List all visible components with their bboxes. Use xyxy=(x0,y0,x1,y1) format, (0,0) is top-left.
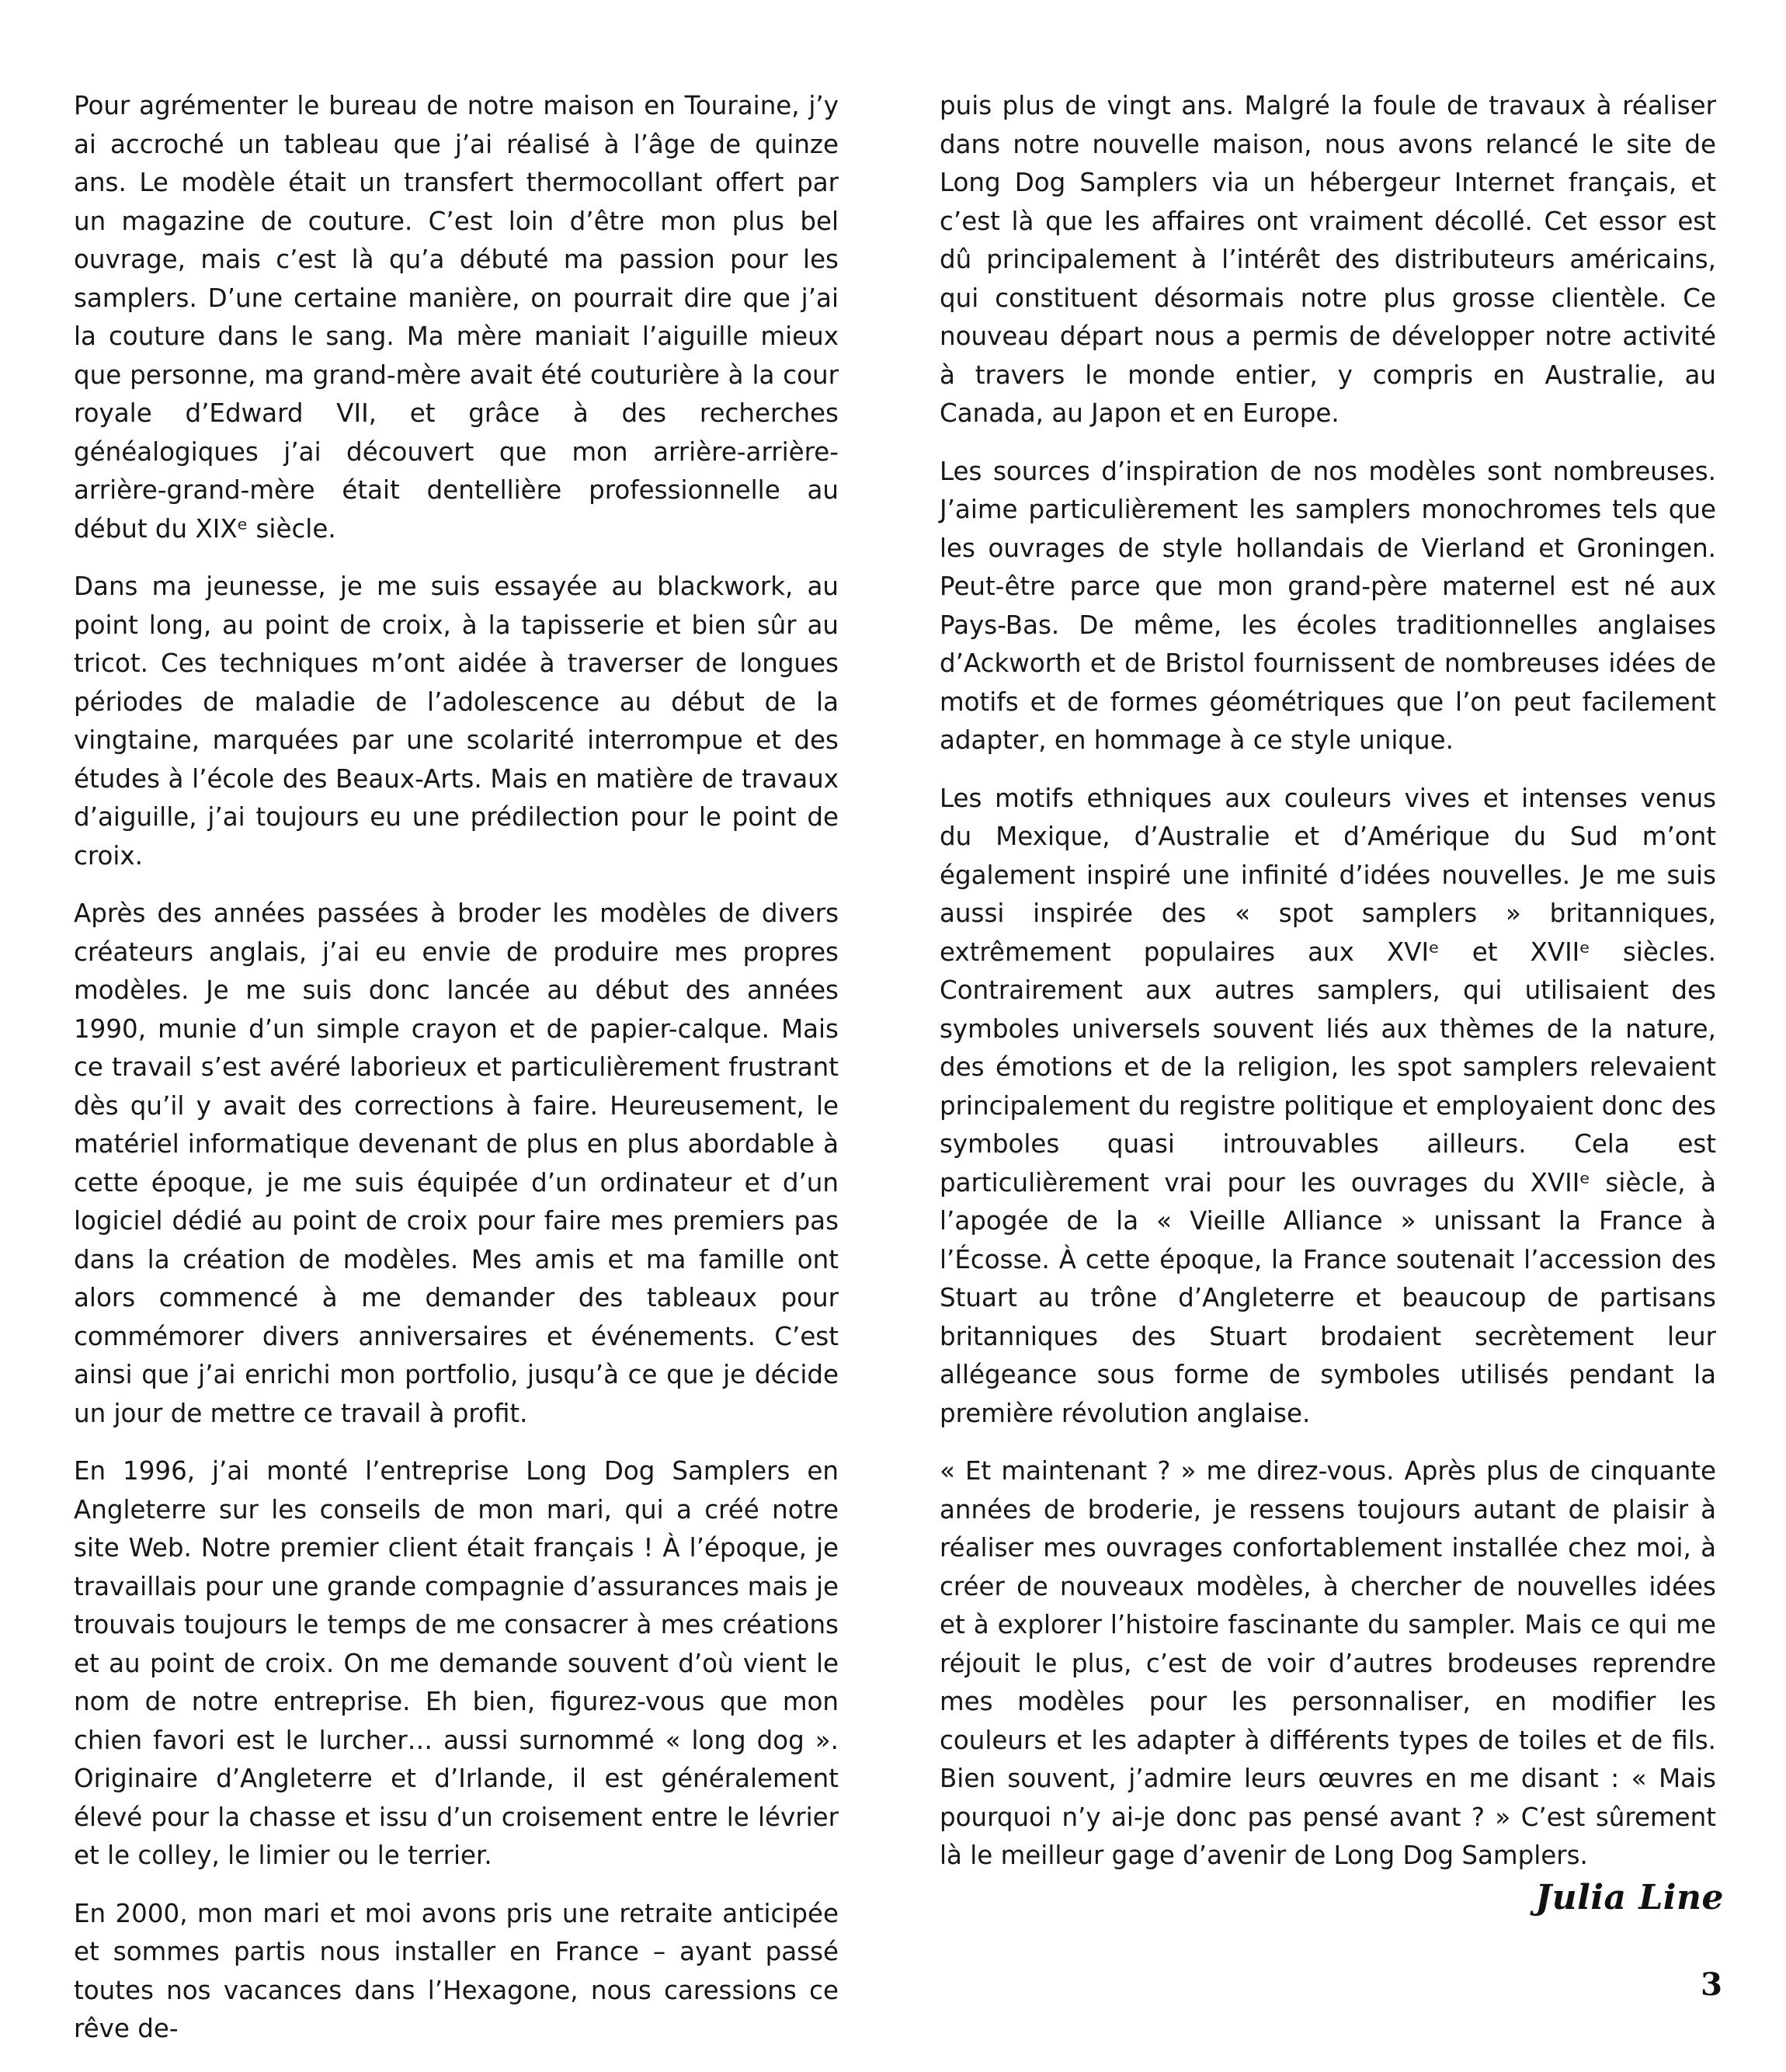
paragraph-intro: Pour agrémenter le bureau de notre maison en Touraine, j’y ai accroché un tableau que j’ai réalisé à l’âge de quinze ans. Le modèle était un transfert thermocollant offert par un magazine de couture. C’est loin d’être mon plus bel ouvrage, mais c’est là qu’a débuté ma passion pour les samplers. D’une certaine manière, on pourrait dire que j’ai la couture dans le sang. Ma mère maniait l’aiguille mieux que personne, ma grand-mère avait été couturière à la cour royale d’Edward VII, et grâce à des recherches généalogiques j’ai découvert que mon arrière-arrière-arrière-grand-mère était dentellière professionnelle au début du XIXᵉ siècle. xyxy=(74,91,839,544)
paragraph-relaunch: puis plus de vingt ans. Malgré la foule de travaux à réaliser dans notre nouvelle maison, nous avons relancé le site de Long Dog Samplers via un hébergeur Internet français, et c’est là que les affaires ont vraiment décollé. Cet essor est dû principalement à l’intérêt des distributeurs américains, qui constituent désormais notre plus grosse clientèle. Ce nouveau départ nous a permis de développer notre activité à travers le monde entier, y compris en Australie, au Canada, au Japon et en Europe. xyxy=(940,91,1716,428)
paragraph-move-to-france: En 2000, mon mari et moi avons pris une retraite anticipée et sommes partis nous installer en France – ayant passé toutes nos vacances dans l’Hexagone, nous caressions ce rêve de- xyxy=(74,1898,839,2043)
author-signature: Julia Line xyxy=(1535,1878,1724,1917)
page-number: 3 xyxy=(1701,1966,1722,2003)
paragraph-inspiration: Les sources d’inspiration de nos modèles sont nombreuses. J’aime particulièrement les samplers monochromes tels que les ouvrages de style hollandais de Vierland et Groningen. Peut-être parce que mon grand-père maternel est né aux Pays-Bas. De même, les écoles traditionnelles anglaises d’Ackworth et de Bristol fournissent de nombreuses idées de motifs et de formes géométriques que l’on peut facilement adapter, en hommage à ce style unique. xyxy=(940,456,1716,755)
paragraph-spot-samplers: Les motifs ethniques aux couleurs vives et intenses venus du Mexique, d’Australie et d’Amérique du Sud m’ont également inspiré une infinité d’idées nouvelles. Je me suis aussi inspirée des « spot samplers » britanniques, extrêmement populaires aux XVIᵉ et XVIIᵉ siècles. Contrairement aux autres samplers, qui utilisaient des symboles universels souvent liés aux thèmes de la nature, des émotions et de la religion, les spot samplers relevaient principalement du registre politique et employaient donc des symboles quasi introuvables ailleurs. Cela est particulièrement vrai pour les ouvrages du XVIIᵉ siècle, à l’apogée de la « Vieille Alliance » unissant la France à l’Écosse. À cette époque, la France soutenait l’accession des Stuart au trône d’Angleterre et beaucoup de partisans britanniques des Stuart brodaient secrètement leur allégeance sous forme de symboles utilisés pendant la première révolution anglaise. xyxy=(940,783,1716,1428)
left-text-column xyxy=(74,87,839,2049)
paragraph-company-founding: En 1996, j’ai monté l’entreprise Long Dog Samplers en Angleterre sur les conseils de mon mari, qui a créé notre site Web. Notre premier client était français ! À l’époque, je travaillais pour une grande compagnie d’assurances mais je trouvais toujours le temps de me consacrer à mes créations et au point de croix. On me demande souvent d’où vient le nom de notre entreprise. Eh bien, figurez-vous que mon chien favori est le lurcher… aussi surnommé « long dog ». Originaire d’Angleterre et d’Irlande, il est généralement élevé pour la chasse et issu d’un croisement entre le lévrier et le colley, le limier ou le terrier. xyxy=(74,1456,839,1870)
paragraph-conclusion: « Et maintenant ? » me direz-vous. Après plus de cinquante années de broderie, je ressens toujours autant de plaisir à réaliser mes ouvrages confortablement installée chez moi, à créer de nouveaux modèles, à chercher de nouvelles idées et à explorer l’histoire fascinante du sampler. Mais ce qui me réjouit le plus, c’est de voir d’autres brodeuses reprendre mes modèles pour les personnaliser, en modifier les couleurs et les adapter à différents types de toiles et de fils. Bien souvent, j’admire leurs œuvres en me disant : « Mais pourquoi n’y ai-je donc pas pensé avant ? » C’est sûrement là le meilleur gage d’avenir de Long Dog Samplers. xyxy=(940,1456,1716,1870)
paragraph-first-designs: Après des années passées à broder les modèles de divers créateurs anglais, j’ai eu envie de produire mes propres modèles. Je me suis donc lancée au début des années 1990, munie d’un simple crayon et de papier-calque. Mais ce travail s’est avéré laborieux et particulièrement frustrant dès qu’il y avait des corrections à faire. Heureusement, le matériel informatique devenant de plus en plus abordable à cette époque, je me suis équipée d’un ordinateur et d’un logiciel dédié au point de croix pour faire mes premiers pas dans la création de modèles. Mes amis et ma famille ont alors commencé à me demander des tableaux pour commémorer divers anniversaires et événements. C’est ainsi que j’ai enrichi mon portfolio, jusqu’à ce que je décide un jour de mettre ce travail à profit. xyxy=(74,899,839,1428)
right-text-column xyxy=(940,87,1716,1876)
paragraph-youth: Dans ma jeunesse, je me suis essayée au blackwork, au point long, au point de croix, à la tapisserie et bien sûr au tricot. Ces techniques m’ont aidée à traverser de longues périodes de maladie de l’adolescence au début de la vingtaine, marquées par une scolarité interrompue et des études à l’école des Beaux-Arts. Mais en matière de travaux d’aiguille, j’ai toujours eu une prédilection pour le point de croix. xyxy=(74,572,839,871)
